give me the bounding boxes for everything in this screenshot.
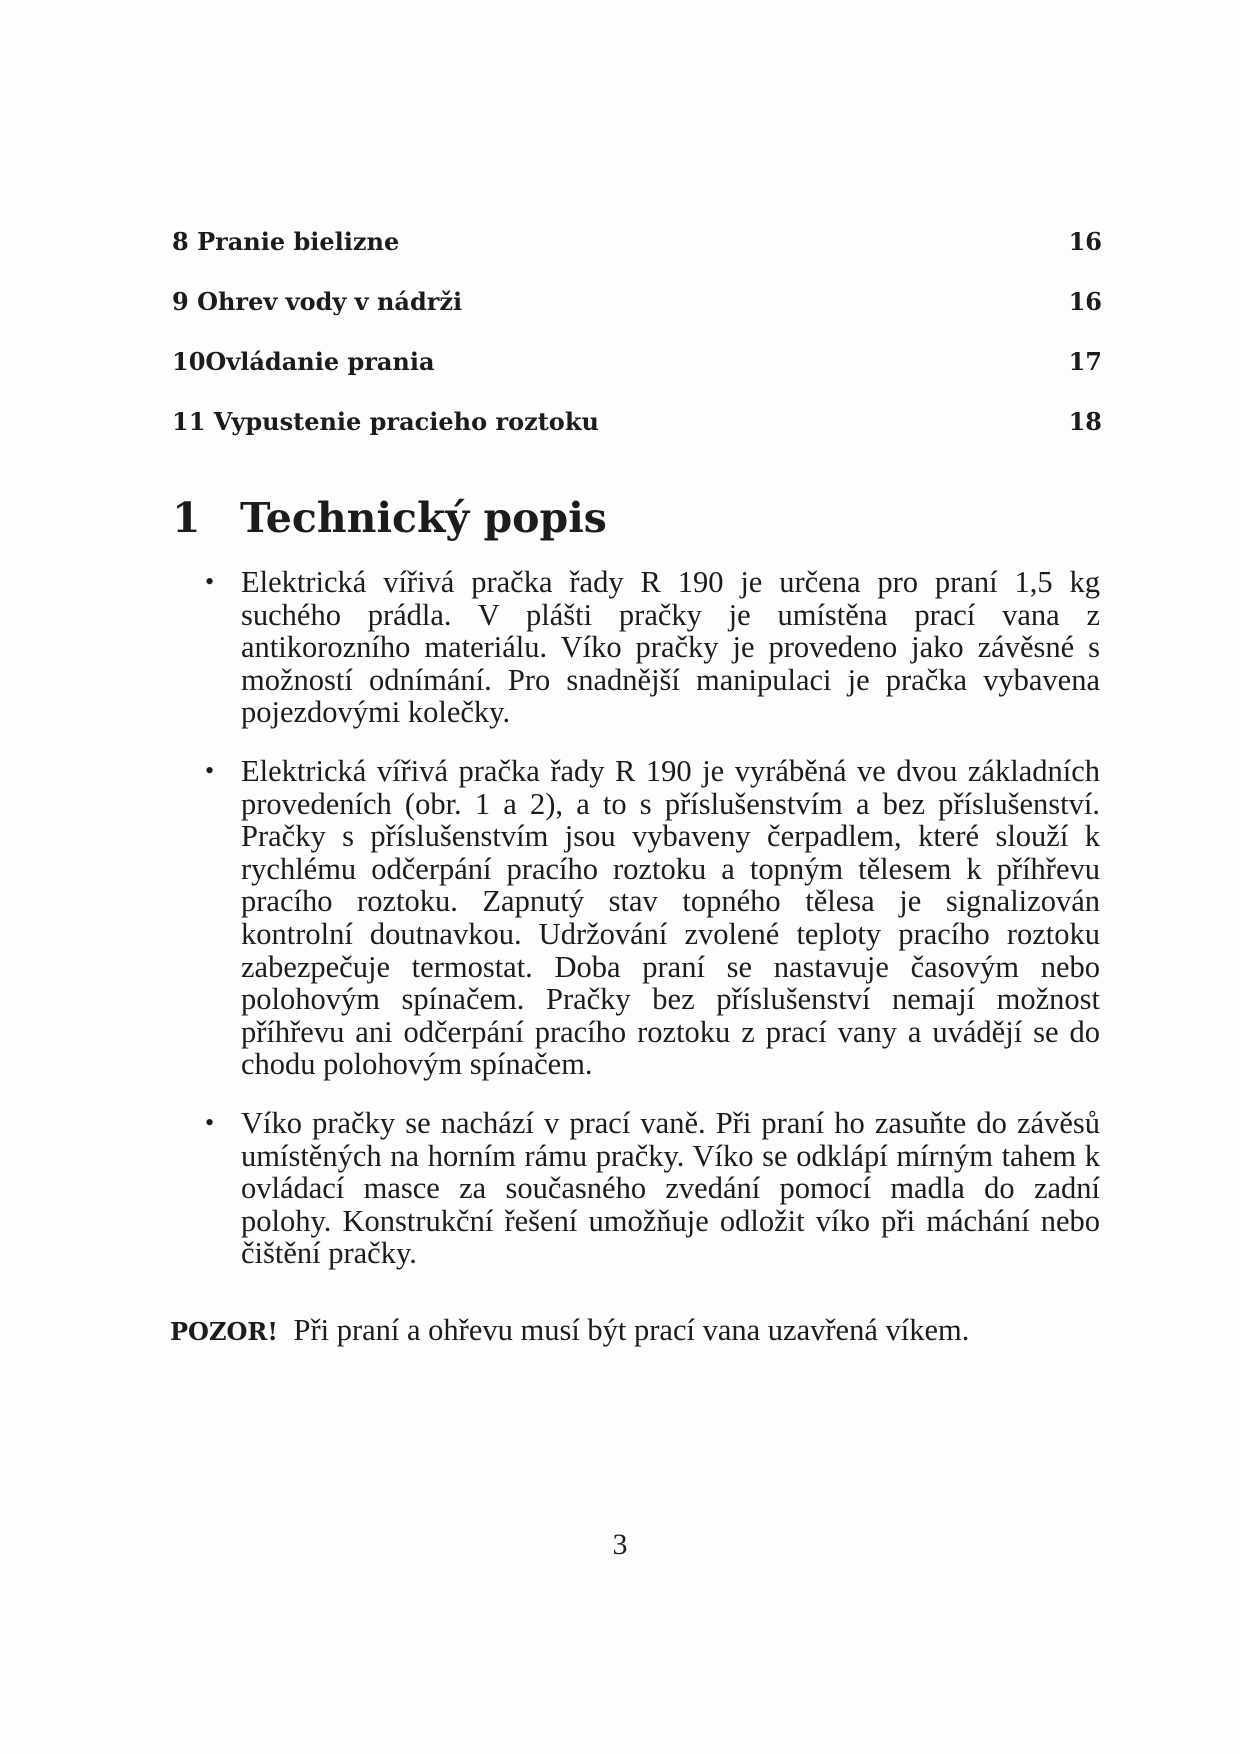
bullet-paragraph (205, 566, 1100, 729)
table-of-contents (172, 222, 1102, 462)
section-title: Technický popis (240, 494, 607, 542)
bullet-text: Víko pračky se nachází v prací vaně. Při praní ho zasuňte do závěsů umístěných na horním rámu pračky. Víko se odklápí mírným tahem k ovládací masce za současného zvedání pomocí madla do zadní polohy. Konstrukční řešení umožňuje odložit víko při máchání nebo čištění pračky. (241, 1105, 1100, 1271)
toc-entry-title: 10Ovládanie prania (172, 347, 435, 376)
warning-label: POZOR! (170, 1317, 278, 1346)
toc-entry-page: 16 (1068, 227, 1102, 256)
bullet-icon: • (205, 1107, 215, 1137)
toc-entry-page: 17 (1068, 347, 1102, 376)
section-heading (172, 493, 607, 543)
toc-entry-page: 18 (1068, 407, 1102, 436)
bullet-list (205, 566, 1100, 1296)
page-number: 3 (612, 1528, 628, 1561)
toc-entry (172, 402, 1102, 462)
warning-note (170, 1313, 1110, 1349)
bullet-icon: • (205, 567, 215, 596)
toc-entry (172, 282, 1102, 342)
toc-entry (172, 222, 1102, 282)
toc-entry-title: 11 Vypustenie pracieho roztoku (172, 407, 599, 436)
toc-entry-title: 9 Ohrev vody v nádrži (172, 287, 463, 316)
bullet-paragraph (205, 755, 1100, 1081)
section-number: 1 (172, 494, 201, 542)
bullet-icon: • (205, 755, 215, 785)
toc-entry-page: 16 (1068, 287, 1102, 316)
bullet-text: Elektrická vířivá pračka řady R 190 je vyráběná ve dvou základních provedeních (obr. 1 a 2), a to s příslušenstvím a bez příslušenství. Pračky s příslušenstvím jsou vybaveny čerpadlem, které slouží k rychlému odčerpání pracího roztoku a topným tělesem k příhřevu pracího roztoku. Zapnutý stav topného tělesa je signalizován kontrolní doutnavkou. Udržování zvolené teploty pracího roztoku zabezpečuje termostat. Doba praní se nastavuje časovým nebo polohovým spínačem. Pračky bez příslušenství nemají možnost příhřevu ani odčerpání pracího roztoku z prací vany a uvádějí se do chodu polohovým spínačem. (241, 753, 1100, 1082)
toc-entry-title: 8 Pranie bielizne (172, 227, 400, 256)
toc-entry (172, 342, 1102, 402)
bullet-paragraph (205, 1107, 1100, 1270)
bullet-text: Elektrická vířivá pračka řady R 190 je určena pro praní 1,5 kg suchého prádla. V plášti pračky je umístěna prací vana z antikorozního materiálu. Víko pračky je provedeno jako závěsné s možností odnímání. Pro snadnější manipulaci je pračka vybavena pojezdovými kolečky. (241, 565, 1100, 730)
warning-text: Při praní a ohřevu musí být prací vana uzavřená víkem. (293, 1313, 970, 1347)
